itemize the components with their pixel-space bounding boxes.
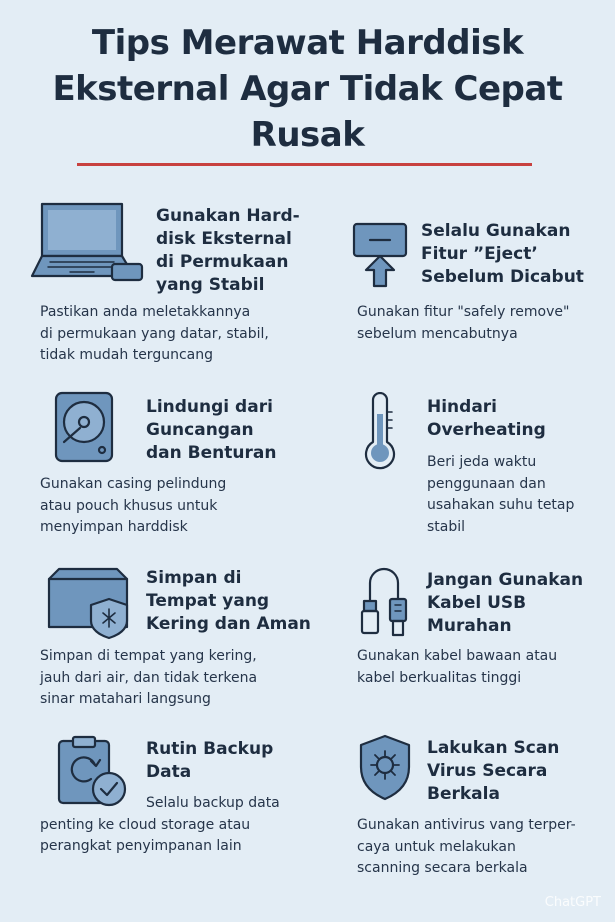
title-line: Rusak bbox=[250, 115, 365, 155]
tip-body: Gunakan fitur "safely remove" sebelum mencabutnya bbox=[357, 304, 570, 342]
page-title bbox=[0, 20, 615, 158]
title-line: Eksternal Agar Tidak Cepat bbox=[52, 69, 563, 109]
laptop-drive-icon bbox=[30, 200, 145, 285]
usb-cable-icon bbox=[358, 565, 413, 640]
title-divider bbox=[77, 163, 532, 166]
tip-heading: Hindari Overheating bbox=[427, 397, 546, 440]
tip-heading: Lindungi dari Guncangan dan Benturan bbox=[146, 397, 277, 463]
tip-heading: Simpan di Tempat yang Kering dan Aman bbox=[146, 568, 311, 634]
thermometer-icon bbox=[360, 392, 400, 472]
tip-body: Beri jeda waktu penggunaan dan usahakan suhu tetap stabil bbox=[427, 454, 575, 535]
tip-heading: Jangan Gunakan Kabel USB Murahan bbox=[427, 570, 584, 636]
tip-body: Pastikan anda meletakkannya di permukaan yang datar, stabil, tidak mudah terguncang bbox=[40, 304, 269, 363]
tip-body: Gunakan antivirus vang terper- caya untuk melakukan scanning secara berkala bbox=[357, 817, 576, 876]
tip-body: Gunakan kabel bawaan atau kabel berkualitas tinggi bbox=[357, 648, 558, 686]
watermark: ChatGPT bbox=[544, 895, 601, 910]
tip-heading: Lakukan Scan Virus Secara Berkala bbox=[427, 738, 560, 804]
storage-box-shield-icon bbox=[45, 565, 135, 640]
tip-heading: Rutin Backup Data bbox=[146, 739, 274, 782]
tip-heading: Gunakan Hard- disk Eksternal di Permukaan yang Stabil bbox=[156, 206, 300, 295]
tip-body: Gunakan casing pelindung atau pouch khusus untuk menyimpan harddisk bbox=[40, 476, 227, 535]
title-line: Tips Merawat Harddisk bbox=[91, 23, 524, 63]
virus-shield-icon bbox=[355, 733, 415, 803]
tip-heading: Selalu Gunakan Fitur ”Eject’ Sebelum Dicabut bbox=[421, 221, 584, 287]
hard-drive-icon bbox=[50, 390, 120, 465]
eject-drive-icon bbox=[350, 220, 410, 290]
tip-body: Selalu backup data penting ke cloud storage atau perangkat penyimpanan lain bbox=[40, 795, 280, 854]
tip-body: Simpan di tempat yang kering, jauh dari air, dan tidak terkena sinar matahari langsung bbox=[40, 648, 258, 707]
